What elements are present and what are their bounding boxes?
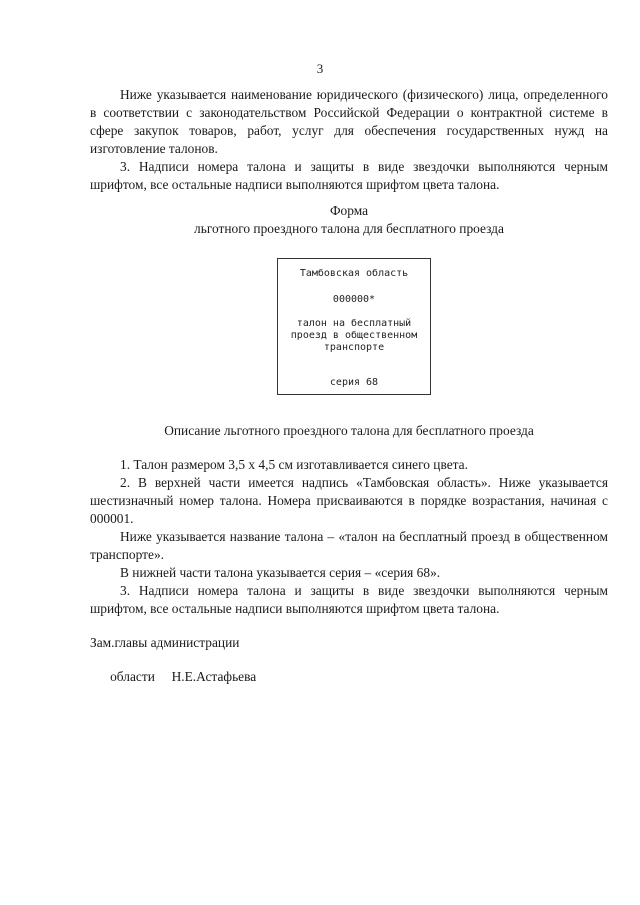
ticket-series: серия 68 [329,377,379,388]
intro-paragraph-2: 3. Надписи номера талона и защиты в виде звездочки выполняются черным шрифтом, все остальные надписи выполняются шрифтом цвета талона. [90,159,608,192]
description-paragraph-2: 2. В верхней части имеется надпись «Тамбовская область». Ниже указывается шестизначный номер талона. Номера присваиваются в порядке возрастания, начиная с 000001. [90,475,608,526]
signature-block [90,634,256,702]
description-paragraph-1: 1. Талон размером 3,5 х 4,5 см изготавливается синего цвета. [120,457,468,472]
signature-position: Зам.главы администрации [90,635,240,650]
form-subtitle: льготного проездного талона для бесплатного проезда [194,221,504,236]
ticket-region: Тамбовская область [299,268,409,279]
ticket-sample [277,258,431,395]
description-paragraph-5: 3. Надписи номера талона и защиты в виде звездочки выполняются черным шрифтом, все остальные надписи выполняются шрифтом цвета талона. [90,583,608,616]
signature-region: области [110,669,155,684]
ticket-name: талон на бесплатный проезд в общественном транспорте [290,318,418,353]
signature-name: Н.Е.Астафьева [171,669,257,684]
ticket-number: 000000* [332,294,376,305]
description-paragraph-4: В нижней части талона указывается серия – «серия 68». [120,565,441,580]
intro-paragraph-1: Ниже указывается наименование юридического (физического) лица, определенного в соответствии с законодательством Российской Федерации о контрактной системе в сфере закупок товаров, работ, услуг для обеспечения государственных нужд на изготовление талонов. [90,87,608,156]
form-title: Форма [329,203,369,218]
intro-section [90,86,608,194]
description-section [90,456,608,618]
description-paragraph-3: Ниже указывается название талона – «талон на бесплатный проезд в общественном транспорте». [90,529,608,562]
description-title: Описание льготного проездного талона для бесплатного проезда [164,423,534,438]
page-number: 3 [316,61,324,76]
